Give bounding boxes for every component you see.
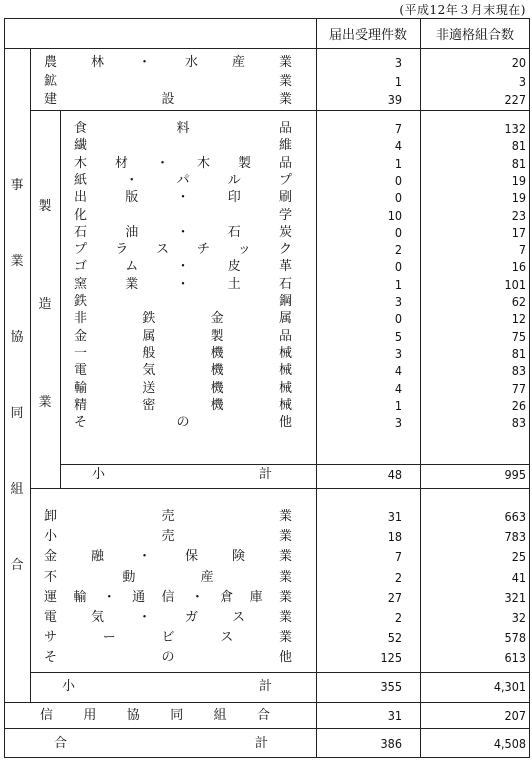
row-mfg-11-ineligible: 12 — [511, 311, 526, 327]
row-mfg-7-ineligible: 7 — [518, 242, 526, 258]
row-total-received: 386 — [380, 736, 402, 751]
row-mfg-14-ineligible: 83 — [511, 363, 526, 379]
row-mfg-12-ineligible: 75 — [511, 328, 526, 344]
row-mfg-0-received: 7 — [394, 121, 402, 136]
row-mfg-15-received: 4 — [394, 380, 402, 396]
row-mfg-17-label: その他 — [74, 415, 292, 431]
table-rule — [4, 702, 530, 703]
as-of-note: (平成12年３月末現在) — [399, 3, 526, 17]
row-mfg-16-received: 1 — [394, 397, 402, 413]
row-mfg-5-label: 化学 — [74, 207, 292, 223]
row-nonmfg-top-2-received: 39 — [387, 92, 402, 107]
row-mfg-17-ineligible: 83 — [511, 415, 526, 431]
row-nonmfg-bottom-2-ineligible: 25 — [511, 549, 526, 565]
table-rule — [4, 18, 530, 19]
row-mfg-8-label: ゴム・皮革 — [74, 259, 292, 275]
row-mfg-4-ineligible: 19 — [511, 190, 526, 206]
table-rule — [4, 18, 5, 758]
vertical-char: 同 — [10, 406, 24, 421]
row-nonmfg-top-0-label: 農林・水産業 — [44, 55, 292, 70]
table-rule — [60, 110, 61, 488]
row-mfg-6-received: 0 — [394, 224, 402, 240]
vertical-char: 業 — [10, 254, 24, 269]
table-rule — [30, 488, 530, 489]
row-shinyo-ineligible: 207 — [504, 708, 526, 723]
vertical-char: 組 — [10, 482, 24, 497]
vertical-char: 事 — [10, 178, 24, 193]
row-mfg-5-received: 10 — [387, 207, 402, 223]
table-rule — [30, 48, 31, 702]
row-nonmfg-bottom-4-ineligible: 321 — [504, 589, 526, 605]
vertical-char: 合 — [10, 558, 24, 573]
row-mfg-15-ineligible: 77 — [511, 380, 526, 396]
row-mfg-3-received: 0 — [394, 172, 402, 188]
table-rule — [30, 110, 530, 111]
row-mfg-13-ineligible: 81 — [511, 345, 526, 361]
row-mfg-subtotal-received: 48 — [387, 467, 402, 482]
row-nonmfg-bottom-7-received: 125 — [380, 650, 402, 666]
row-mfg-subtotal-label: 小計 — [92, 467, 272, 482]
row-nonmfg-bottom-4-label: 運輸・通信・倉庫業 — [44, 589, 292, 605]
table-rule — [420, 18, 421, 758]
row-mfg-16-ineligible: 26 — [511, 397, 526, 413]
row-nonmfg-bottom-0-label: 卸売業 — [44, 509, 292, 524]
row-mfg-1-received: 4 — [394, 138, 402, 154]
group-label-manufacturing — [36, 158, 54, 452]
row-nonmfg-bottom-1-ineligible: 783 — [504, 529, 526, 545]
vertical-char: 業 — [38, 395, 52, 410]
row-mfg-9-received: 1 — [394, 276, 402, 292]
row-nonmfg-top-2-label: 建設業 — [44, 92, 292, 107]
row-nonmfg-top-0-ineligible: 20 — [511, 55, 526, 70]
row-nonmfg-bottom-3-ineligible: 41 — [511, 569, 526, 585]
row-nonmfg-top-1-label: 鉱業 — [44, 73, 292, 89]
row-mfg-9-ineligible: 101 — [504, 276, 526, 292]
row-total-ineligible: 4,508 — [493, 736, 526, 751]
row-mfg-5-ineligible: 23 — [511, 207, 526, 223]
row-jigyo-subtotal-received: 355 — [380, 679, 402, 694]
row-mfg-1-label: 繊維 — [74, 138, 292, 154]
table-rule — [316, 18, 317, 758]
row-mfg-8-received: 0 — [394, 259, 402, 275]
row-nonmfg-bottom-1-label: 小売業 — [44, 529, 292, 545]
row-mfg-0-label: 食料品 — [74, 121, 292, 136]
row-mfg-14-label: 電気機械 — [74, 363, 292, 379]
vertical-char: 協 — [10, 330, 24, 345]
row-shinyo-label: 信用協同組合 — [40, 708, 270, 723]
row-nonmfg-bottom-6-ineligible: 578 — [504, 630, 526, 646]
row-nonmfg-bottom-2-label: 金融・保険業 — [44, 549, 292, 565]
row-mfg-2-received: 1 — [394, 155, 402, 171]
row-mfg-17-received: 3 — [394, 415, 402, 431]
row-nonmfg-bottom-4-received: 27 — [387, 589, 402, 605]
vertical-char: 造 — [38, 297, 52, 312]
row-nonmfg-bottom-7-ineligible: 613 — [504, 650, 526, 666]
row-nonmfg-bottom-6-received: 52 — [387, 630, 402, 646]
row-mfg-6-ineligible: 17 — [511, 224, 526, 240]
row-nonmfg-bottom-3-label: 不動産業 — [44, 569, 292, 585]
row-mfg-14-received: 4 — [394, 363, 402, 379]
row-mfg-7-received: 2 — [394, 242, 402, 258]
row-mfg-4-label: 出版・印刷 — [74, 190, 292, 206]
row-mfg-0-ineligible: 132 — [504, 121, 526, 136]
row-nonmfg-bottom-7-label: その他 — [44, 650, 292, 666]
row-mfg-10-ineligible: 62 — [511, 294, 526, 309]
row-mfg-3-label: 紙・パルプ — [74, 172, 292, 188]
row-mfg-2-ineligible: 81 — [511, 155, 526, 171]
group-label-jigyo-kyodo-kumiai — [8, 148, 26, 604]
row-total-label: 合計 — [54, 736, 268, 751]
row-jigyo-subtotal-label: 小計 — [62, 679, 272, 694]
row-nonmfg-top-1-received: 1 — [394, 73, 402, 89]
header-received: 届出受理件数 — [328, 28, 407, 43]
table-rule — [4, 757, 530, 758]
row-mfg-12-label: 金属製品 — [74, 328, 292, 344]
header-ineligible: 非適格組合数 — [435, 28, 514, 43]
table-rule — [4, 48, 530, 49]
statistics-table — [4, 18, 530, 758]
row-nonmfg-top-1-ineligible: 3 — [518, 73, 526, 89]
table-rule — [30, 672, 530, 673]
row-mfg-1-ineligible: 81 — [511, 138, 526, 154]
table-rule — [529, 18, 530, 758]
row-nonmfg-bottom-2-received: 7 — [394, 549, 402, 565]
row-mfg-15-label: 輸送機械 — [74, 380, 292, 396]
row-nonmfg-bottom-5-label: 電気・ガス業 — [44, 610, 292, 625]
row-mfg-10-label: 鉄鋼 — [74, 294, 292, 309]
row-mfg-13-label: 一般機械 — [74, 345, 292, 361]
row-mfg-16-label: 精密機械 — [74, 397, 292, 413]
row-mfg-3-ineligible: 19 — [511, 172, 526, 188]
row-nonmfg-bottom-5-ineligible: 32 — [511, 610, 526, 625]
row-mfg-10-received: 3 — [394, 294, 402, 309]
row-nonmfg-bottom-5-received: 2 — [394, 610, 402, 625]
row-mfg-11-received: 0 — [394, 311, 402, 327]
row-mfg-subtotal-ineligible: 995 — [504, 467, 526, 482]
row-nonmfg-top-0-received: 3 — [394, 55, 402, 70]
row-mfg-8-ineligible: 16 — [511, 259, 526, 275]
row-nonmfg-bottom-1-received: 18 — [387, 529, 402, 545]
row-mfg-9-label: 窯業・土石 — [74, 276, 292, 292]
vertical-char: 製 — [38, 199, 52, 214]
row-nonmfg-bottom-6-label: サービス業 — [44, 630, 292, 646]
table-rule — [60, 464, 530, 465]
row-mfg-7-label: プラスチック — [74, 242, 292, 258]
row-shinyo-received: 31 — [387, 708, 402, 723]
row-nonmfg-bottom-0-ineligible: 663 — [504, 509, 526, 524]
table-rule — [4, 728, 530, 729]
row-mfg-4-received: 0 — [394, 190, 402, 206]
row-nonmfg-bottom-3-received: 2 — [394, 569, 402, 585]
row-nonmfg-bottom-0-received: 31 — [387, 509, 402, 524]
row-mfg-11-label: 非鉄金属 — [74, 311, 292, 327]
row-mfg-2-label: 木材・木製品 — [74, 155, 292, 171]
row-mfg-13-received: 3 — [394, 345, 402, 361]
row-mfg-6-label: 石油・石炭 — [74, 224, 292, 240]
row-nonmfg-top-2-ineligible: 227 — [504, 92, 526, 107]
row-jigyo-subtotal-ineligible: 4,301 — [493, 679, 526, 694]
row-mfg-12-received: 5 — [394, 328, 402, 344]
